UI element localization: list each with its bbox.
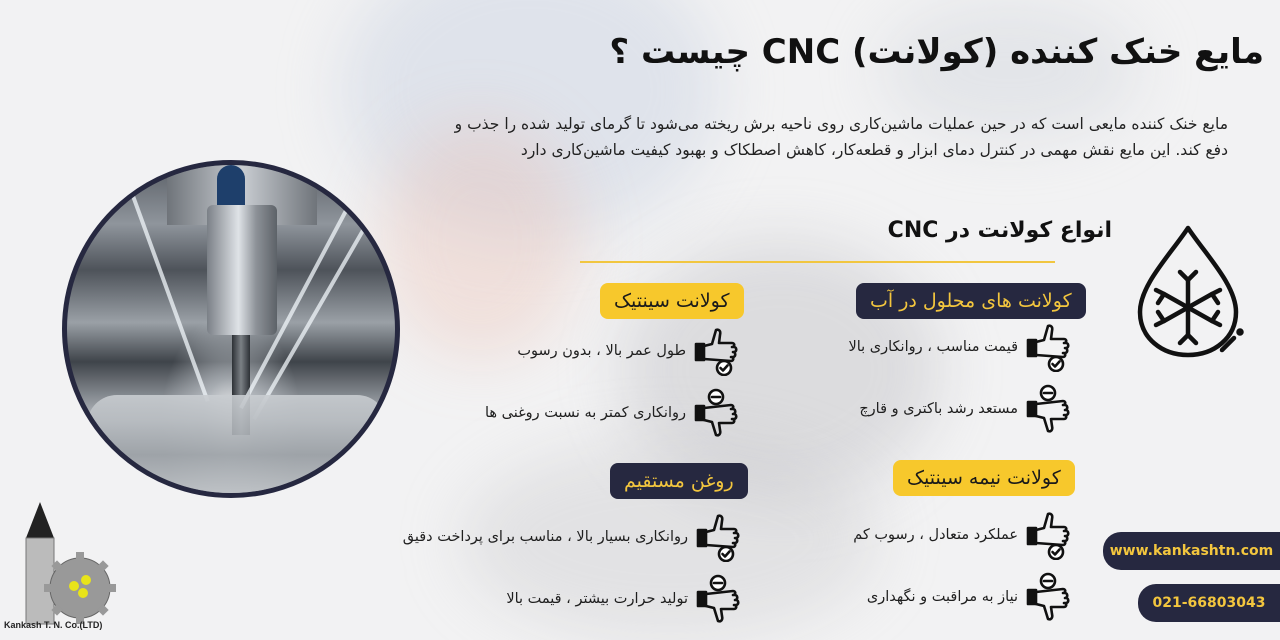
thumbs-down-minus-icon [694,388,738,438]
pro-text: روانکاری بسیار بالا ، مناسب برای پرداخت دقیق [402,529,688,545]
heading-divider [580,261,1055,263]
badge-semi-synthetic-coolant: کولانت نیمه سینتیک [893,460,1075,496]
badge-synthetic-coolant: کولانت سینتیک [600,283,744,319]
pro-item-water-soluble [848,322,1070,372]
thumbs-up-check-icon [694,326,738,376]
phone-number[interactable]: 021-66803043 [1138,584,1280,622]
cnc-machining-photo [62,160,400,498]
con-item-semi-synthetic [867,572,1070,622]
pro-item-straight-oil [403,512,740,562]
pro-text: طول عمر بالا ، بدون رسوب [517,343,686,359]
con-text: مستعد رشد باکتری و قارچ [859,401,1018,417]
thumbs-down-minus-icon [1026,384,1070,434]
pro-item-semi-synthetic [853,510,1070,560]
water-drop-snowflake-icon [1130,220,1260,360]
website-link[interactable]: www.kankashtn.com [1103,532,1280,570]
thumbs-down-minus-icon [696,574,740,624]
con-item-synthetic [485,388,738,438]
con-text: تولید حرارت بیشتر ، قیمت بالا [506,591,688,607]
con-item-straight-oil [506,574,740,624]
intro-paragraph: مایع خنک کننده مایعی است که در حین عملیات ماشین‌کاری روی ناحیه برش ریخته می‌شود تا گرمای تولید شده را جذب و دفع کند. این مایع نقش مهمی در کنترل دمای ابزار و قطعه‌کار، کاهش اصطکاک و بهبود کیفیت ماشین‌کاری دارد [454,115,1228,159]
section-heading: انواع کولانت در CNC [887,218,1112,243]
thumbs-up-check-icon [1026,510,1070,560]
con-text: روانکاری کمتر به نسبت روغنی ها [484,405,686,421]
pro-item-synthetic [517,326,738,376]
thumbs-up-check-icon [696,512,740,562]
badge-straight-oil: روغن مستقیم [610,463,748,499]
logo-caption: Kankash T. N. Co.(LTD) [4,620,103,630]
pro-text: قیمت مناسب ، روانکاری بالا [848,339,1018,355]
pro-text: عملکرد متعادل ، رسوب کم [853,527,1018,543]
thumbs-down-minus-icon [1026,572,1070,622]
badge-water-soluble-coolant: کولانت های محلول در آب [856,283,1086,319]
thumbs-up-check-icon [1026,322,1070,372]
con-text: نیاز به مراقبت و نگهداری [866,589,1018,605]
con-item-water-soluble [859,384,1070,434]
company-logo [16,500,116,636]
page-title: مایع خنک کننده (کولانت) CNC چیست ؟ [609,32,1264,72]
